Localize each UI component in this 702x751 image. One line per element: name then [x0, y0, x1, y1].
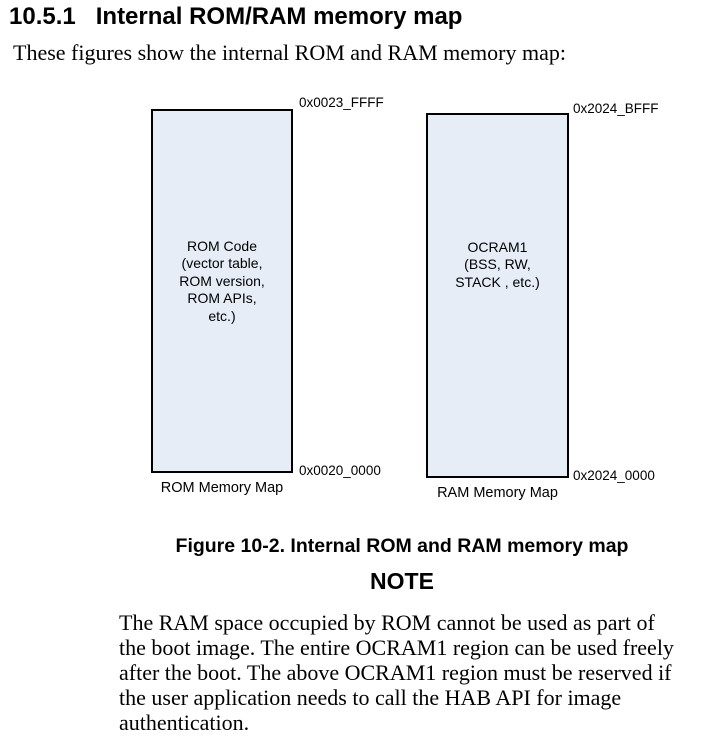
note-line: the user application needs to call the HAB API for image: [119, 685, 622, 710]
ram-bottom-address: 0x2024_0000: [573, 468, 655, 483]
ram-top-address: 0x2024_BFFF: [573, 101, 659, 116]
rom-top-address: 0x0023_FFFF: [299, 95, 384, 110]
rom-box-line: ROM APIs,: [187, 290, 257, 307]
section-title: Internal ROM/RAM memory map: [95, 3, 463, 30]
note-line: The RAM space occupied by ROM cannot be used as part of: [119, 610, 655, 635]
note-line: the boot image. The entire OCRAM1 region can be used freely: [119, 635, 674, 660]
figure-caption: Figure 10-2. Internal ROM and RAM memory map: [175, 535, 629, 557]
rom-memory-box: [151, 109, 293, 473]
note-heading: NOTE: [370, 568, 434, 594]
rom-box-line: (vector table,: [181, 255, 263, 272]
note-paragraph: [119, 610, 674, 735]
rom-box-line: ROM Code: [186, 238, 258, 254]
rom-box-line: ROM version,: [179, 272, 265, 289]
ram-box-line: STACK , etc.): [455, 273, 540, 290]
intro-text: These figures show the internal ROM and RAM memory map:: [13, 40, 566, 65]
rom-box-line: etc.): [208, 307, 236, 324]
section-number: 10.5.1: [9, 3, 76, 30]
note-line: after the boot. The above OCRAM1 region must be reserved if: [119, 660, 672, 685]
ram-box-line: OCRAM1: [467, 239, 528, 255]
rom-box-caption: ROM Memory Map: [160, 480, 284, 496]
section-heading: [9, 3, 462, 31]
note-line: authentication.: [119, 710, 250, 735]
ram-memory-box: [426, 113, 569, 478]
rom-bottom-address: 0x0020_0000: [299, 463, 381, 478]
ram-box-line: (BSS, RW,: [464, 256, 531, 273]
ram-box-caption: RAM Memory Map: [437, 485, 558, 501]
